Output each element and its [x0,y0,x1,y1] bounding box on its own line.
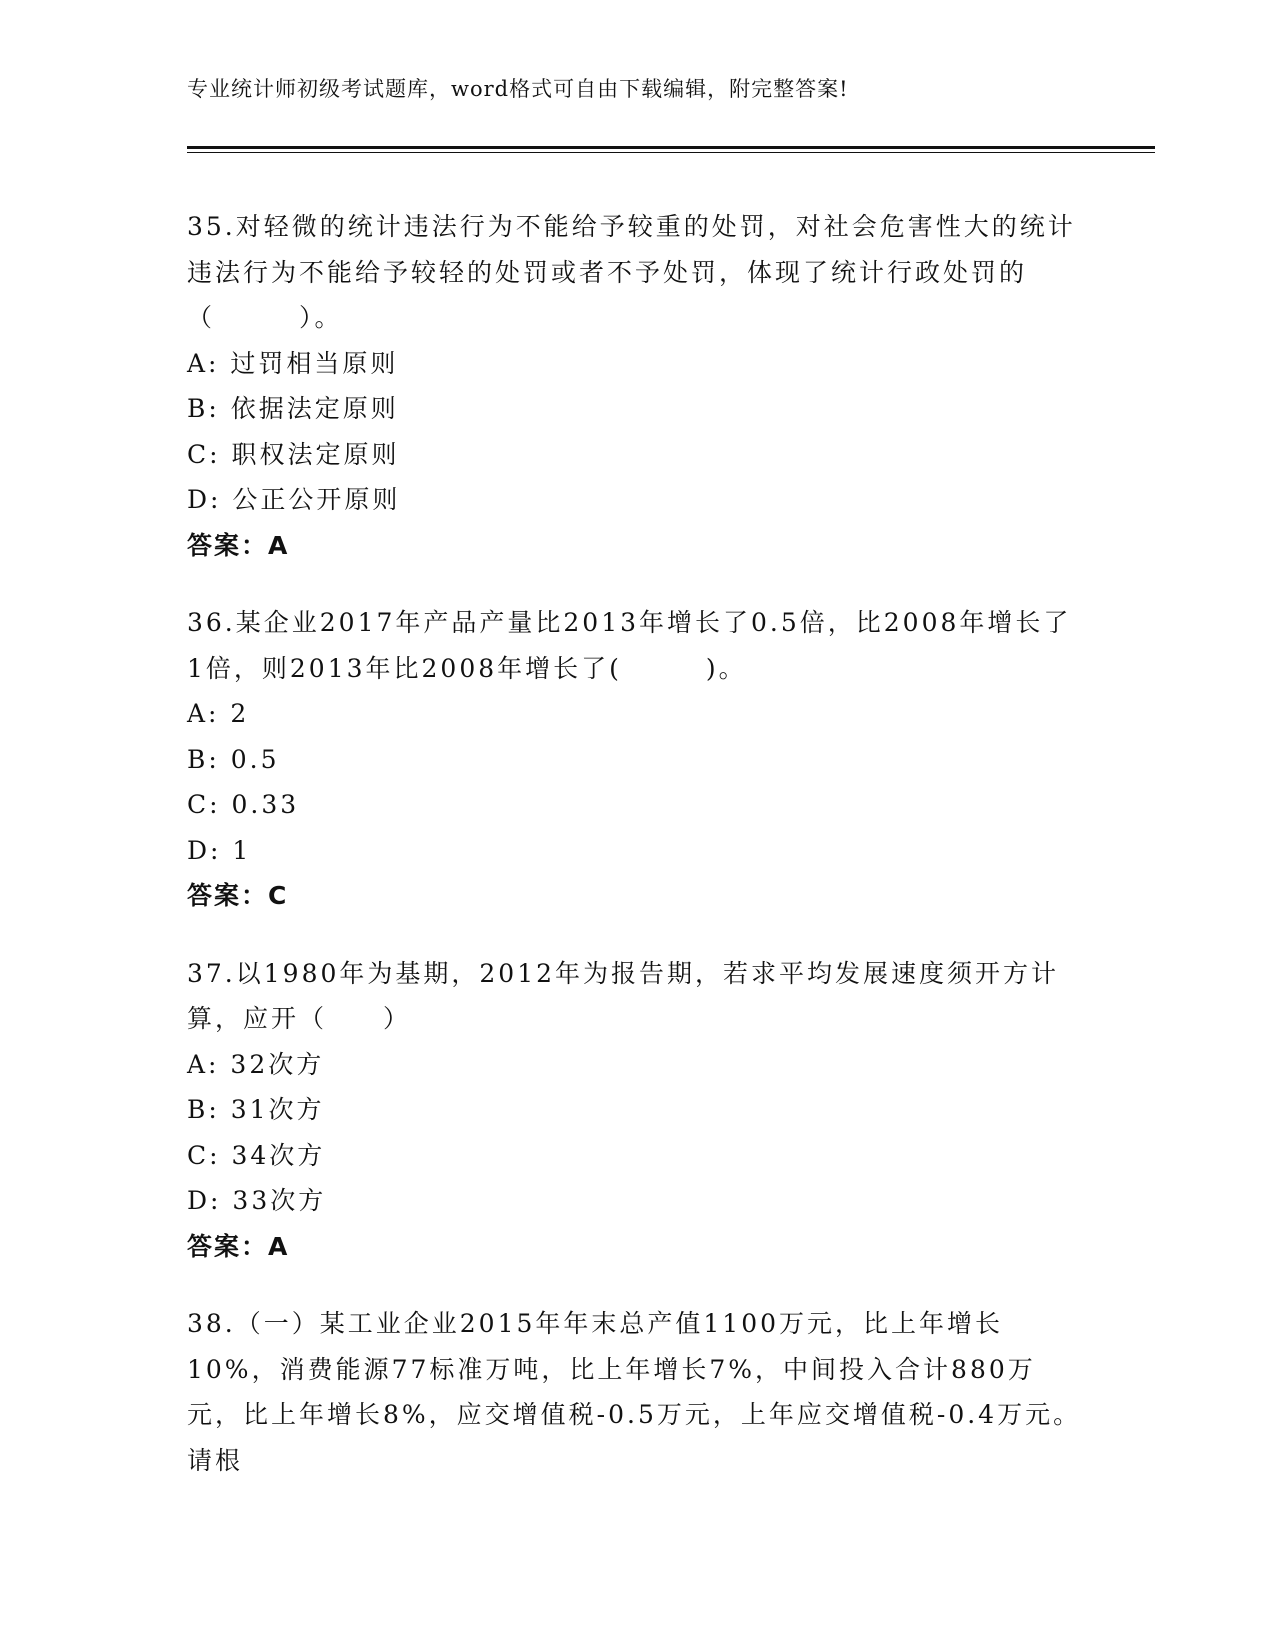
option-d: D: 1 [187,835,252,865]
question-list [187,204,1082,1515]
header-divider-thin [187,152,1155,153]
option-d: D: 公正公开原则 [187,485,401,514]
question-stem: 37.以1980年为基期，2012年为报告期，若求平均发展速度须开方计算，应开（ ） [187,958,1060,1033]
option-b: B: 0.5 [187,744,280,774]
option-a: A: 32次方 [187,1049,325,1079]
option-d: D: 33次方 [187,1186,327,1215]
option-b: B: 31次方 [187,1095,325,1124]
option-c: C: 34次方 [187,1140,326,1170]
question-37 [187,951,1082,1270]
question-stem: 36.某企业2017年产品产量比2013年增长了0.5倍，比2008年增长了1倍，则2013年比2008年增长了( )。 [187,608,1072,683]
question-35 [187,204,1082,568]
option-a: A: 过罚相当原则 [187,348,399,378]
page-header: 专业统计师初级考试题库，word格式可自由下载编辑，附完整答案! [187,77,849,101]
question-38 [187,1301,1082,1483]
option-b: B: 依据法定原则 [187,394,399,423]
question-36 [187,600,1082,919]
answer-label: 答案：A [187,530,290,560]
question-stem: 35.对轻微的统计违法行为不能给予较重的处罚，对社会危害性大的统计违法行为不能给予较轻的处罚或者不予处罚，体现了统计行政处罚的（ ）。 [187,212,1076,332]
option-c: C: 职权法定原则 [187,439,400,469]
option-a: A: 2 [187,699,250,728]
question-stem: 38.（一）某工业企业2015年年末总产值1100万元，比上年增长10%，消费能源77标准万吨，比上年增长7%，中间投入合计880万元，比上年增长8%，应交增值税-0.5万元，上年应交增值税-0.4万元。请根 [187,1309,1082,1475]
answer-label: 答案：C [187,881,289,910]
header-divider-thick [187,146,1155,149]
answer-label: 答案：A [187,1231,290,1261]
option-c: C: 0.33 [187,790,300,819]
